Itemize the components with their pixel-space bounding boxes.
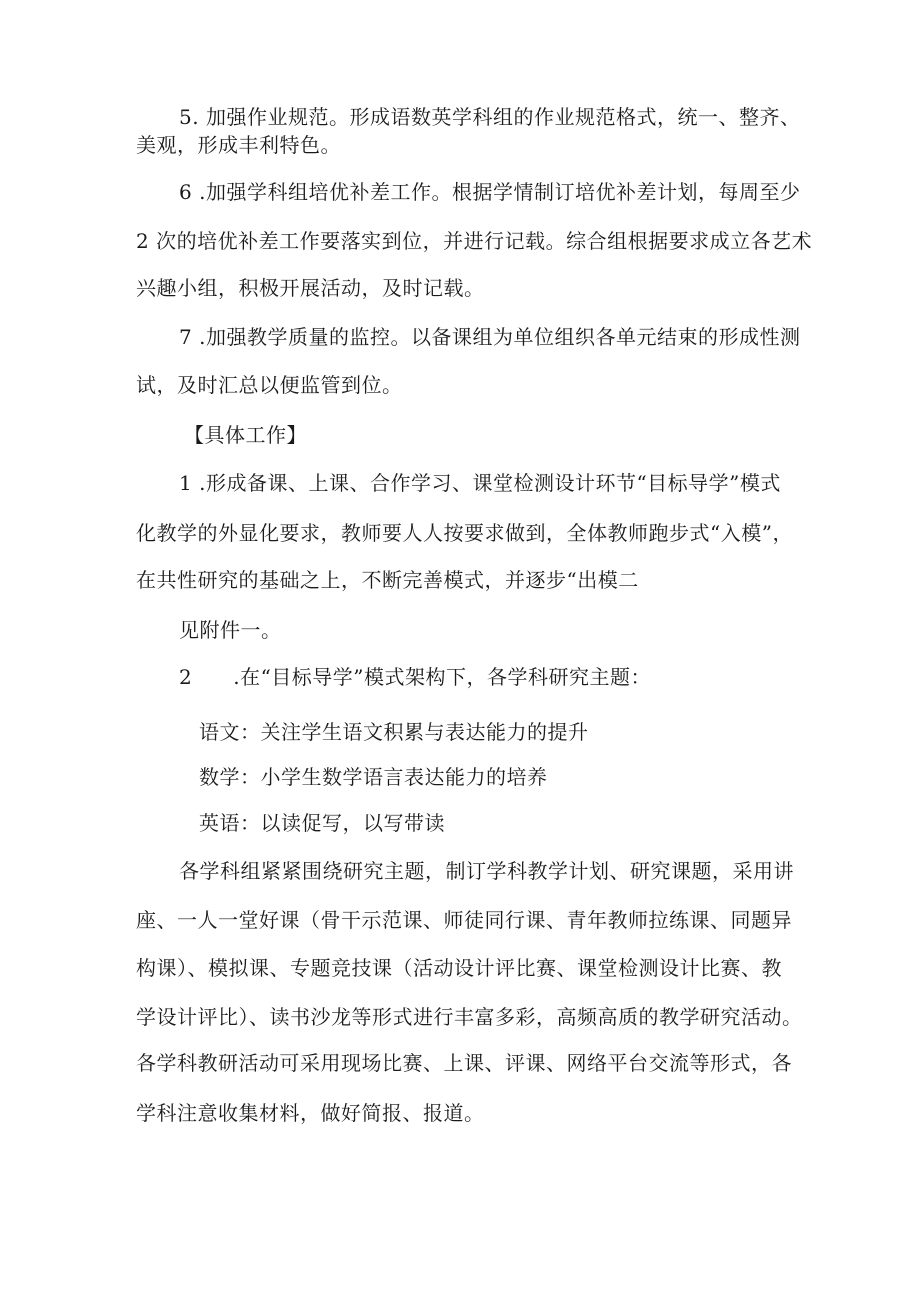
work2-chinese-topic: 语文：关注学生语文积累与表达能力的提升 [199,720,589,744]
item7-line2: 试，及时汇总以便监管到位。 [136,373,403,397]
item6-line1: 6 .加强学科组培优补差工作。根据学情制订培优补差计划，每周至少 [179,180,801,204]
item5-line2: 美观，形成丰利特色。 [136,133,341,157]
closing-line3: 构课）、模拟课、专题竞技课（活动设计评比赛、课堂检测设计比赛、教 [136,956,782,980]
work2-line1: 2 .在“目标导学”模式架构下，各学科研究主题： [179,665,652,689]
closing-line5: 各学科教研活动可采用现场比赛、上课、评课、网络平台交流等形式，各 [136,1051,792,1075]
work1-line2: 化教学的外显化要求，教师要人人按要求做到，全体教师跑步式“入模”， [136,521,793,545]
work1-line3: 在共性研究的基础之上，不断完善模式，并逐步“出模二 [136,568,639,592]
work2-math-topic: 数学：小学生数学语言表达能力的培养 [199,765,548,789]
closing-line1: 各学科组紧紧围绕研究主题，制订学科教学计划、研究课题，采用讲 [179,859,794,883]
item7-line1: 7 .加强教学质量的监控。以备课组为单位组织各单元结束的形成性测 [179,325,801,349]
item6-line3: 兴趣小组，积极开展活动，及时记载。 [136,276,485,300]
work2-english-topic: 英语：以读促写，以写带读 [199,811,445,835]
closing-line6: 学科注意收集材料，做好简报、报道。 [136,1101,485,1125]
work1-line4: 见附件一。 [179,618,282,642]
item5-line1: 5. 加强作业规范。形成语数英学科组的作业规范格式，统一、整齐、 [179,105,801,129]
section-heading: 【具体工作】 [184,423,307,447]
closing-line2: 座、一人一堂好课（骨干示范课、师徒同行课、青年教师拉练课、同题异 [136,908,792,932]
closing-line4: 学设计评比）、读书沙龙等形式进行丰富多彩，高频高质的教学研究活动。 [136,1005,803,1029]
work1-line1: 1 .形成备课、上课、合作学习、课堂检测设计环节“目标导学”模式 [179,471,781,495]
item6-line2: 2 次的培优补差工作要落实到位，并进行记载。综合组根据要求成立各艺术 [136,229,813,253]
